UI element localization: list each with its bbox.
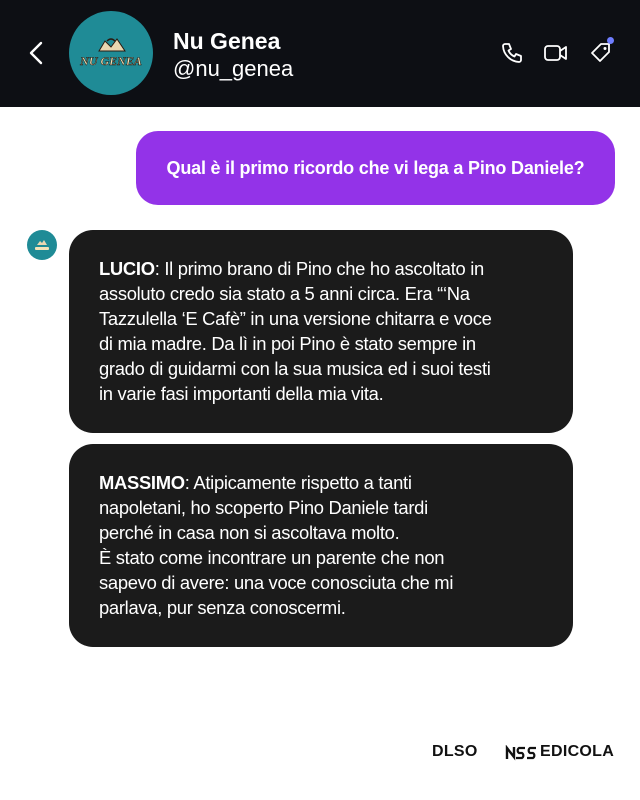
message-line: di mia madre. Da lì in poi Pino è stato sempre in — [99, 333, 476, 354]
speaker-name: LUCIO — [99, 258, 155, 279]
incoming-message[interactable] — [69, 444, 573, 647]
speaker-name: MASSIMO — [99, 472, 185, 493]
message-line: È stato come incontrare un parente che non — [99, 547, 445, 568]
message-line: sapevo di avere: una voce conosciuta che mi — [99, 572, 454, 593]
video-icon[interactable] — [542, 39, 570, 67]
message-line: parlava, pur senza conoscermi. — [99, 597, 346, 618]
avatar[interactable] — [69, 11, 153, 95]
edicola-logo: EDICOLA — [540, 743, 615, 760]
message-line: in varie fasi importanti della mia vita. — [99, 383, 384, 404]
message-line: napoletani, ho scoperto Pino Daniele tardi — [99, 497, 428, 518]
avatar-logo-text: NU GENEA — [80, 54, 142, 68]
message-line: Tazzulella ‘E Cafè” in una versione chitarra e voce — [99, 308, 492, 329]
contact-handle: @nu_genea — [173, 56, 294, 81]
nss-logo-icon — [505, 745, 537, 766]
message-line: grado di guidarmi con la sua musica ed i suoi testi — [99, 358, 491, 379]
dlso-logo: DLSO — [432, 743, 478, 760]
message-line: : Il primo brano di Pino che ho ascoltato in — [154, 258, 484, 279]
chat-header — [0, 0, 640, 107]
message-line: assoluto credo sia stato a 5 anni circa. Era “‘Na — [99, 283, 470, 304]
contact-name: Nu Genea — [173, 28, 281, 54]
incoming-message[interactable] — [69, 230, 573, 433]
outgoing-message-text: Qual è il primo ricordo che vi lega a Pino Daniele? — [166, 157, 585, 178]
back-arrow-icon[interactable] — [22, 38, 50, 68]
outgoing-message[interactable] — [136, 131, 615, 205]
sender-avatar[interactable] — [27, 230, 57, 260]
message-line: : Atipicamente rispetto a tanti — [184, 472, 412, 493]
message-line: perché in casa non si ascoltava molto. — [99, 522, 400, 543]
notification-dot — [607, 37, 614, 44]
phone-icon[interactable] — [498, 39, 526, 67]
